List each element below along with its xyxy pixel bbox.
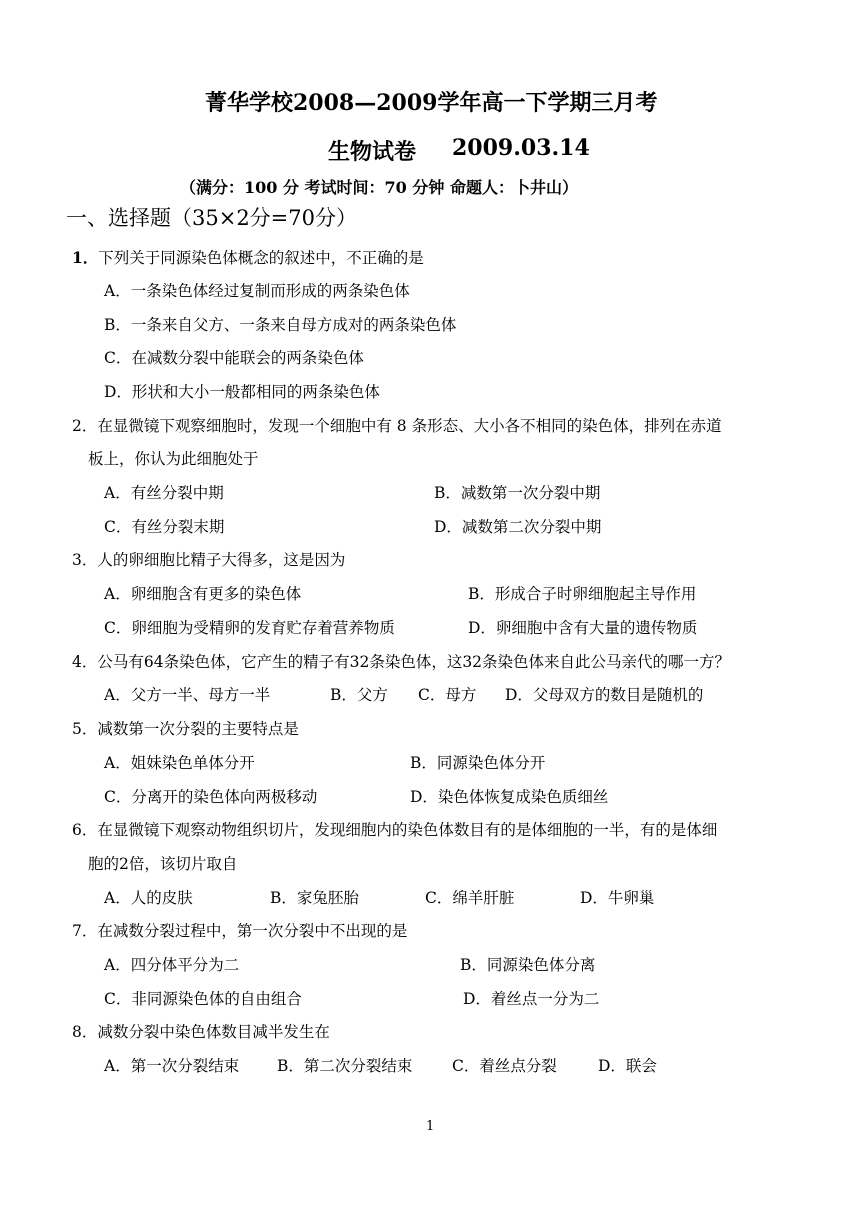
option-7b: B．同源染色体分离 (460, 956, 596, 974)
option-5b: B．同源染色体分开 (410, 754, 546, 772)
option-4c: C．母方 (418, 686, 477, 704)
option-7d: D．着丝点一分为二 (463, 990, 600, 1008)
question-6-cont: 胞的2倍，该切片取自 (88, 855, 238, 873)
option-7c: C．非同源染色体的自由组合 (104, 990, 302, 1008)
option-2c: C．有丝分裂末期 (104, 518, 225, 536)
exam-subject: 生物试卷 (328, 139, 417, 165)
option-7a: A．四分体平分为二 (104, 956, 240, 974)
question-number: 2． (72, 417, 98, 435)
question-text: 下列关于同源染色体概念的叙述中，不正确的是 (98, 249, 424, 267)
option-6a: A．人的皮肤 (104, 889, 193, 907)
exam-info: （满分：100 分 考试时间：70 分钟 命题人：卜井山） (180, 178, 578, 197)
question-text: 人的卵细胞比精子大得多，这是因为 (97, 551, 346, 569)
question-3 (72, 548, 345, 570)
option-8b: B．第二次分裂结束 (277, 1057, 413, 1075)
question-number: 4． (72, 653, 98, 671)
option-5d: D．染色体恢复成染色质细丝 (410, 788, 609, 806)
question-text: 公马有64条染色体，它产生的精子有32条染色体，这32条染色体来自此公马亲代的哪一方？ (97, 653, 731, 671)
option-1c: C．在减数分裂中能联会的两条染色体 (104, 349, 364, 367)
option-3a: A．卵细胞含有更多的染色体 (104, 585, 302, 603)
option-8d: D．联会 (598, 1057, 657, 1075)
page-number: 1 (426, 1119, 435, 1134)
option-2a: A．有丝分裂中期 (104, 484, 224, 502)
option-3d: D．卵细胞中含有大量的遗传物质 (468, 619, 698, 637)
question-text: 减数分裂中染色体数目减半发生在 (97, 1023, 330, 1041)
question-2 (72, 414, 722, 436)
question-6 (72, 818, 717, 840)
question-number: 5． (72, 720, 98, 738)
question-number: 1． (72, 248, 99, 267)
option-8a: A．第一次分裂结束 (104, 1057, 240, 1075)
option-4a: A．父方一半、母方一半 (104, 686, 271, 704)
option-4b: B．父方 (330, 686, 388, 704)
question-number: 6． (72, 821, 98, 839)
question-number: 8． (72, 1023, 98, 1041)
option-8c: C．着丝点分裂 (452, 1057, 557, 1075)
option-2b: B．减数第一次分裂中期 (434, 484, 601, 502)
question-text: 减数第一次分裂的主要特点是 (97, 720, 299, 738)
option-6b: B．家兔胚胎 (270, 889, 359, 907)
question-1 (72, 246, 424, 268)
question-number: 3． (72, 551, 98, 569)
section-heading: 一、选择题（35×2分=70分） (66, 206, 357, 230)
option-5c: C．分离开的染色体向两极移动 (104, 788, 318, 806)
question-2-cont: 板上，你认为此细胞处于 (88, 450, 259, 468)
exam-date: 2009.03.14 (452, 135, 590, 161)
question-5 (72, 717, 299, 739)
question-text: 在显微镜下观察细胞时，发现一个细胞中有 8 条形态、大小各不相同的染色体，排列在赤道 (97, 417, 722, 435)
option-5a: A．姐妹染色单体分开 (104, 754, 255, 772)
option-1a: A．一条染色体经过复制而形成的两条染色体 (104, 282, 410, 300)
question-4 (72, 650, 730, 672)
question-number: 7． (72, 922, 98, 940)
option-4d: D．父母双方的数目是随机的 (505, 686, 704, 704)
option-1b: B．一条来自父方、一条来自母方成对的两条染色体 (104, 316, 457, 334)
question-text: 在显微镜下观察动物组织切片，发现细胞内的染色体数目有的是体细胞的一半，有的是体细 (97, 821, 718, 839)
question-7 (72, 919, 407, 941)
option-1d: D．形状和大小一般都相同的两条染色体 (104, 383, 380, 401)
option-3b: B．形成合子时卵细胞起主导作用 (468, 585, 697, 603)
option-6c: C．绵羊肝脏 (425, 889, 515, 907)
exam-title: 菁华学校2008—2009学年高一下学期三月考 (205, 90, 658, 116)
option-3c: C．卵细胞为受精卵的发育贮存着营养物质 (104, 619, 395, 637)
question-text: 在减数分裂过程中，第一次分裂中不出现的是 (97, 922, 408, 940)
option-6d: D．牛卵巢 (580, 889, 655, 907)
option-2d: D．减数第二次分裂中期 (434, 518, 602, 536)
question-8 (72, 1020, 330, 1042)
